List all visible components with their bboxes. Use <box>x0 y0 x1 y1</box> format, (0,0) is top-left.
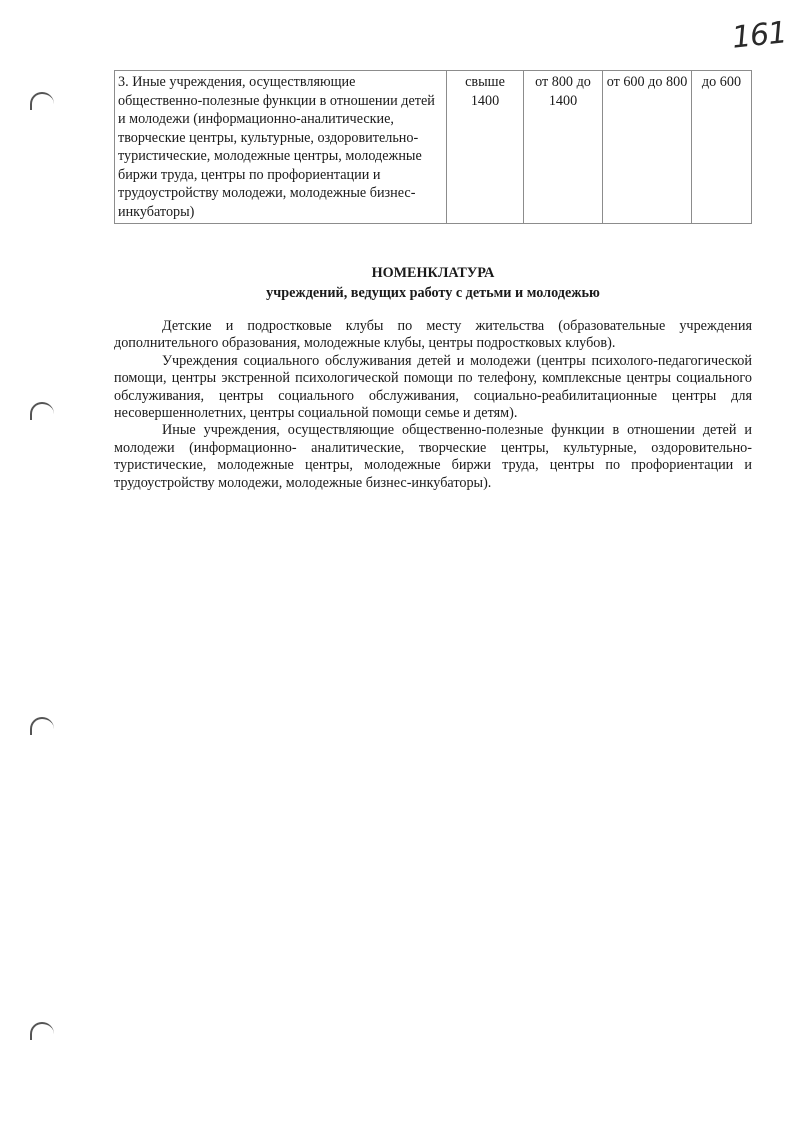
punch-hole-mark <box>30 402 54 420</box>
paragraph: Иные учреждения, осуществляющие общественно-полезные функции в отношении детей и молодежи (информационно- аналитические, творческие центры, культурные, оздоровительно-туристические, молодежные центры, молодежные биржи труда, центры по профориентации и трудоустройству молодежи, молодежные бизнес-инкубаторы). <box>114 422 752 491</box>
institution-norm-table <box>114 70 752 224</box>
table-row <box>115 71 752 224</box>
nomenclature-title: НОМЕНКЛАТУРА <box>371 265 495 281</box>
table-cell-600-800: от 600 до 800 <box>603 71 692 224</box>
paragraph: Детские и подростковые клубы по месту жительства (образовательные учреждения дополнительного образования, молодежные клубы, центры подростковых клубов). <box>114 318 752 352</box>
punch-hole-mark <box>30 717 54 735</box>
nomenclature-subtitle: учреждений, ведущих работу с детьми и молодежью <box>266 285 600 301</box>
table-cell-800-1400: от 800 до 1400 <box>524 71 603 224</box>
table-cell-description: 3. Иные учреждения, осуществляющие общественно-полезные функции в отношении детей и молодежи (информационно-аналитические, творческие центры, культурные, оздоровительно- туристические, молодежные центры, молодежные биржи труда, центры по профориентации и трудоустройству молодежи, молодежные бизнес-инкубаторы) <box>115 71 447 224</box>
table-cell-over-1400: свыше 1400 <box>447 71 524 224</box>
table-cell-under-600: до 600 <box>692 71 752 224</box>
handwritten-page-number: 161 <box>730 15 788 56</box>
punch-hole-mark <box>30 92 54 110</box>
nomenclature-body <box>114 318 752 492</box>
paragraph: Учреждения социального обслуживания детей и молодежи (центры психолого-педагогической помощи, центры экстренной психологической помощи по телефону, комплексные центры социального обслуживания, центры социального обслуживания, социально-реабилитационные центры для несовершеннолетних, центры социальной помощи семье и детям). <box>114 352 752 422</box>
punch-hole-mark <box>30 1022 54 1040</box>
